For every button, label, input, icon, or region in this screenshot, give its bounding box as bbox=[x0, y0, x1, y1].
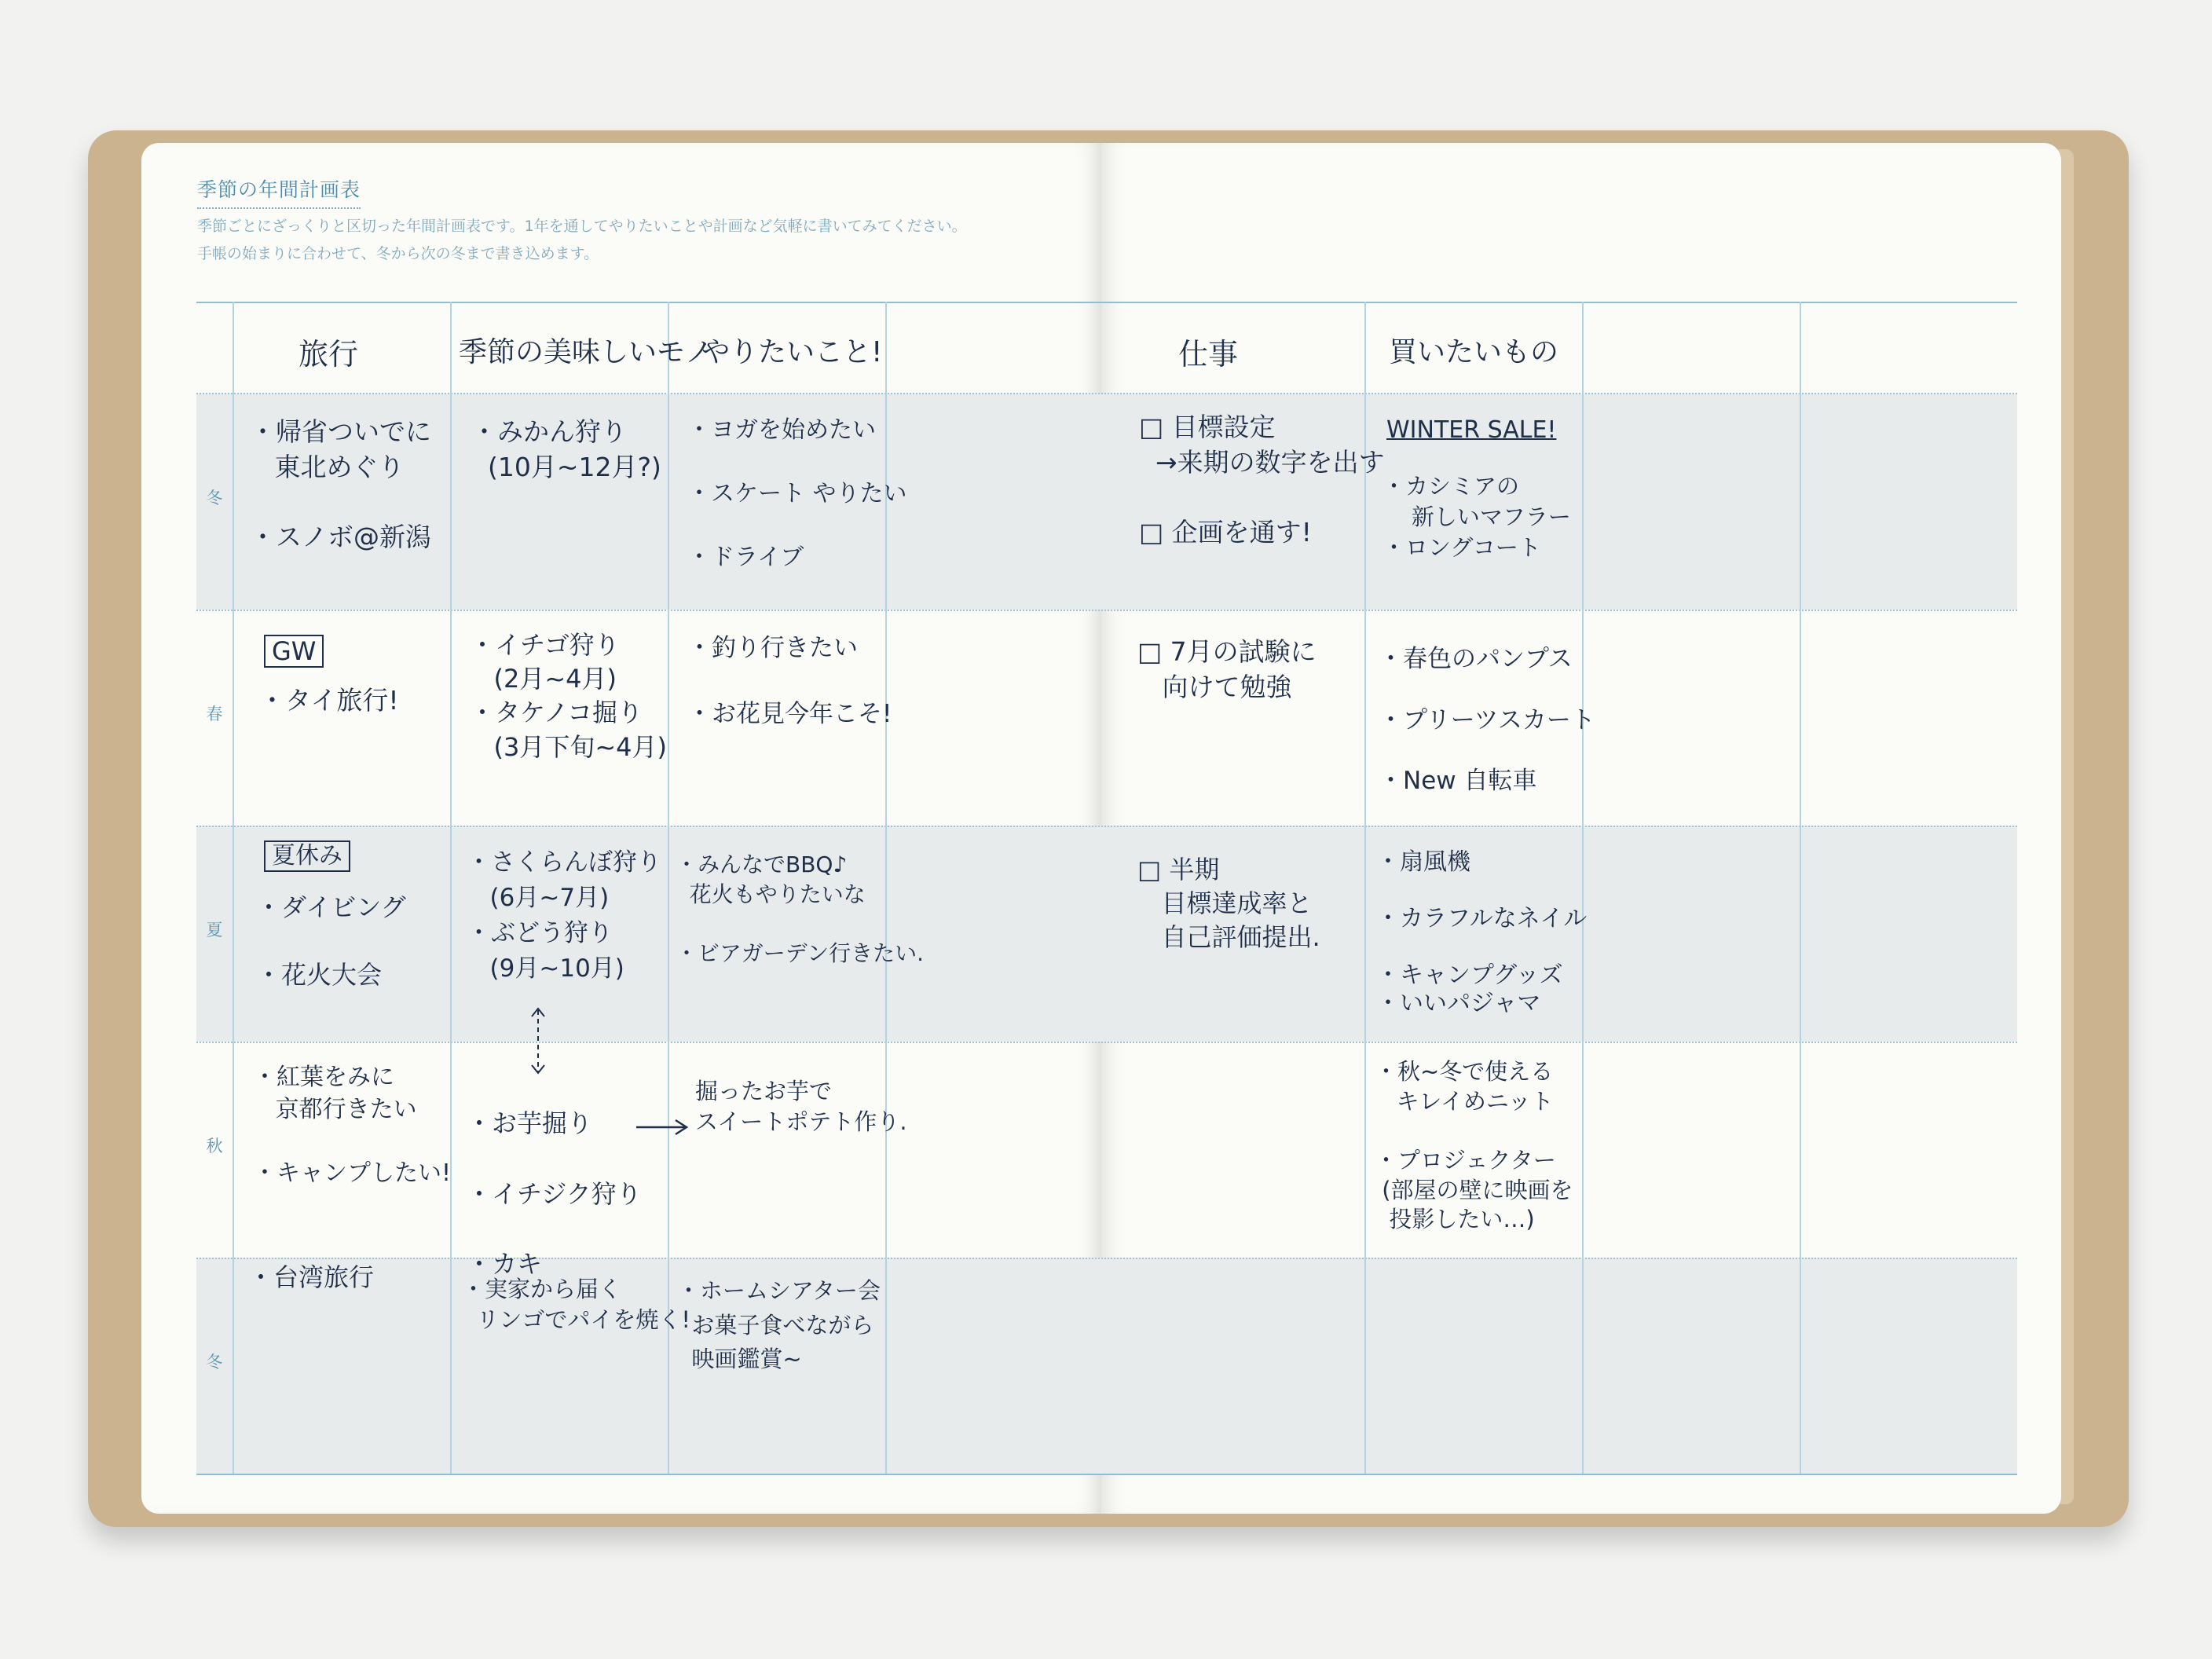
cell-summer-buy: ・扇風機 ・カラフルなネイル ・キャンプグッズ ・いいパジャマ bbox=[1376, 848, 1588, 1017]
cell-autumn-buy: ・秋~冬で使える キレイめニット ・プロジェクター (部屋の壁に映画を 投影したい…) bbox=[1375, 1058, 1573, 1233]
cell-winter-buy-title: WINTER SALE! bbox=[1386, 416, 1557, 444]
grid-vline bbox=[1800, 302, 1801, 1474]
cell-winter-next-food: ・実家から届く リンゴでパイを焼く! bbox=[462, 1276, 691, 1334]
cell-summer-todo: ・みんなでBBQ♪ 花火もやりたいな ・ビアガーデン行きたい. bbox=[676, 851, 925, 967]
grid-line bbox=[196, 1042, 2017, 1043]
column-header-buy: 買いたいもの bbox=[1389, 336, 1559, 368]
band-winter1 bbox=[196, 394, 2017, 610]
grid-bottom-line bbox=[196, 1474, 2017, 1475]
cell-spring-buy: ・春色のパンプス ・プリーツスカート ・New 自転車 bbox=[1379, 645, 1595, 795]
right-arrow-icon bbox=[635, 1117, 690, 1137]
travel-tag-summer-holiday: 夏休み bbox=[264, 840, 350, 872]
grid-top-line bbox=[196, 302, 2017, 303]
season-label-summer: 夏 bbox=[206, 921, 223, 939]
cell-winter-next-todo: ・ホームシアター会 お菓子食べながら 映画鑑賞~ bbox=[677, 1277, 881, 1372]
cell-winter-food: ・みかん狩り (10月~12月?) bbox=[471, 416, 661, 482]
cell-autumn-food: ・お芋掘り ・イチジク狩り ・カキ bbox=[467, 1108, 642, 1280]
grid-line bbox=[196, 610, 2017, 611]
cell-summer-food: ・さくらんぼ狩り (6月~7月) ・ぶどう狩り (9月~10月) bbox=[467, 848, 661, 983]
cell-spring-travel: ・タイ旅行! bbox=[259, 685, 399, 716]
season-label-winter-next: 冬 bbox=[206, 1353, 223, 1372]
cell-autumn-todo: 掘ったお芋で スイートポテト作り. bbox=[695, 1078, 907, 1136]
grid-vline bbox=[233, 302, 234, 1474]
cell-summer-work: □ 半期 目標達成率と 自己評価提出. bbox=[1137, 855, 1320, 953]
column-header-food: 季節の美味しいモノ bbox=[459, 336, 713, 368]
cell-spring-work: □ 7月の試験に 向けて勉強 bbox=[1137, 636, 1317, 702]
column-header-work: 仕事 bbox=[1178, 337, 1239, 372]
cell-winter-buy: ・カシミアの 新しいマフラー ・ロングコート bbox=[1382, 473, 1571, 562]
grid-vline bbox=[450, 302, 452, 1474]
season-label-winter: 冬 bbox=[206, 489, 223, 507]
season-label-autumn: 秋 bbox=[206, 1137, 223, 1155]
cell-winter-travel: ・帰省ついでに 東北めぐり ・スノボ@新潟 bbox=[250, 416, 431, 552]
dashed-double-arrow-icon bbox=[526, 1005, 550, 1076]
description-line-1: 季節ごとにざっくりと区切った年間計画表です。1年を通してやりたいことや計画など気軽に書いてみてください。 bbox=[197, 218, 967, 235]
column-header-todo: やりたいこと! bbox=[701, 336, 883, 368]
cell-winter-work: □ 目標設定 →来期の数字を出す □ 企画を通す! bbox=[1139, 412, 1385, 548]
page-title: 季節の年間計画表 bbox=[197, 174, 361, 209]
cell-spring-food: ・イチゴ狩り (2月~4月) ・タケノコ掘り (3月下旬~4月) bbox=[470, 630, 668, 762]
cell-autumn-travel: ・紅葉をみに 京都行きたい ・キャンプしたい! bbox=[253, 1064, 452, 1187]
column-header-travel: 旅行 bbox=[298, 337, 359, 372]
cell-spring-todo: ・釣り行きたい ・お花見今年こそ! bbox=[687, 634, 892, 728]
grid-line bbox=[196, 826, 2017, 827]
season-label-spring: 春 bbox=[206, 705, 223, 723]
cell-winter-todo: ・ヨガを始めたい ・スケート やりたい ・ドライブ bbox=[687, 416, 907, 571]
description-line-2: 手帳の始まりに合わせて、冬から次の冬まで書き込めます。 bbox=[197, 245, 599, 262]
cell-summer-travel: ・ダイビング ・花火大会 bbox=[256, 892, 406, 991]
travel-tag-gw: GW bbox=[264, 635, 324, 668]
cell-winter-next-travel: ・台湾旅行 bbox=[248, 1262, 375, 1292]
grid-header-line bbox=[196, 393, 2017, 394]
